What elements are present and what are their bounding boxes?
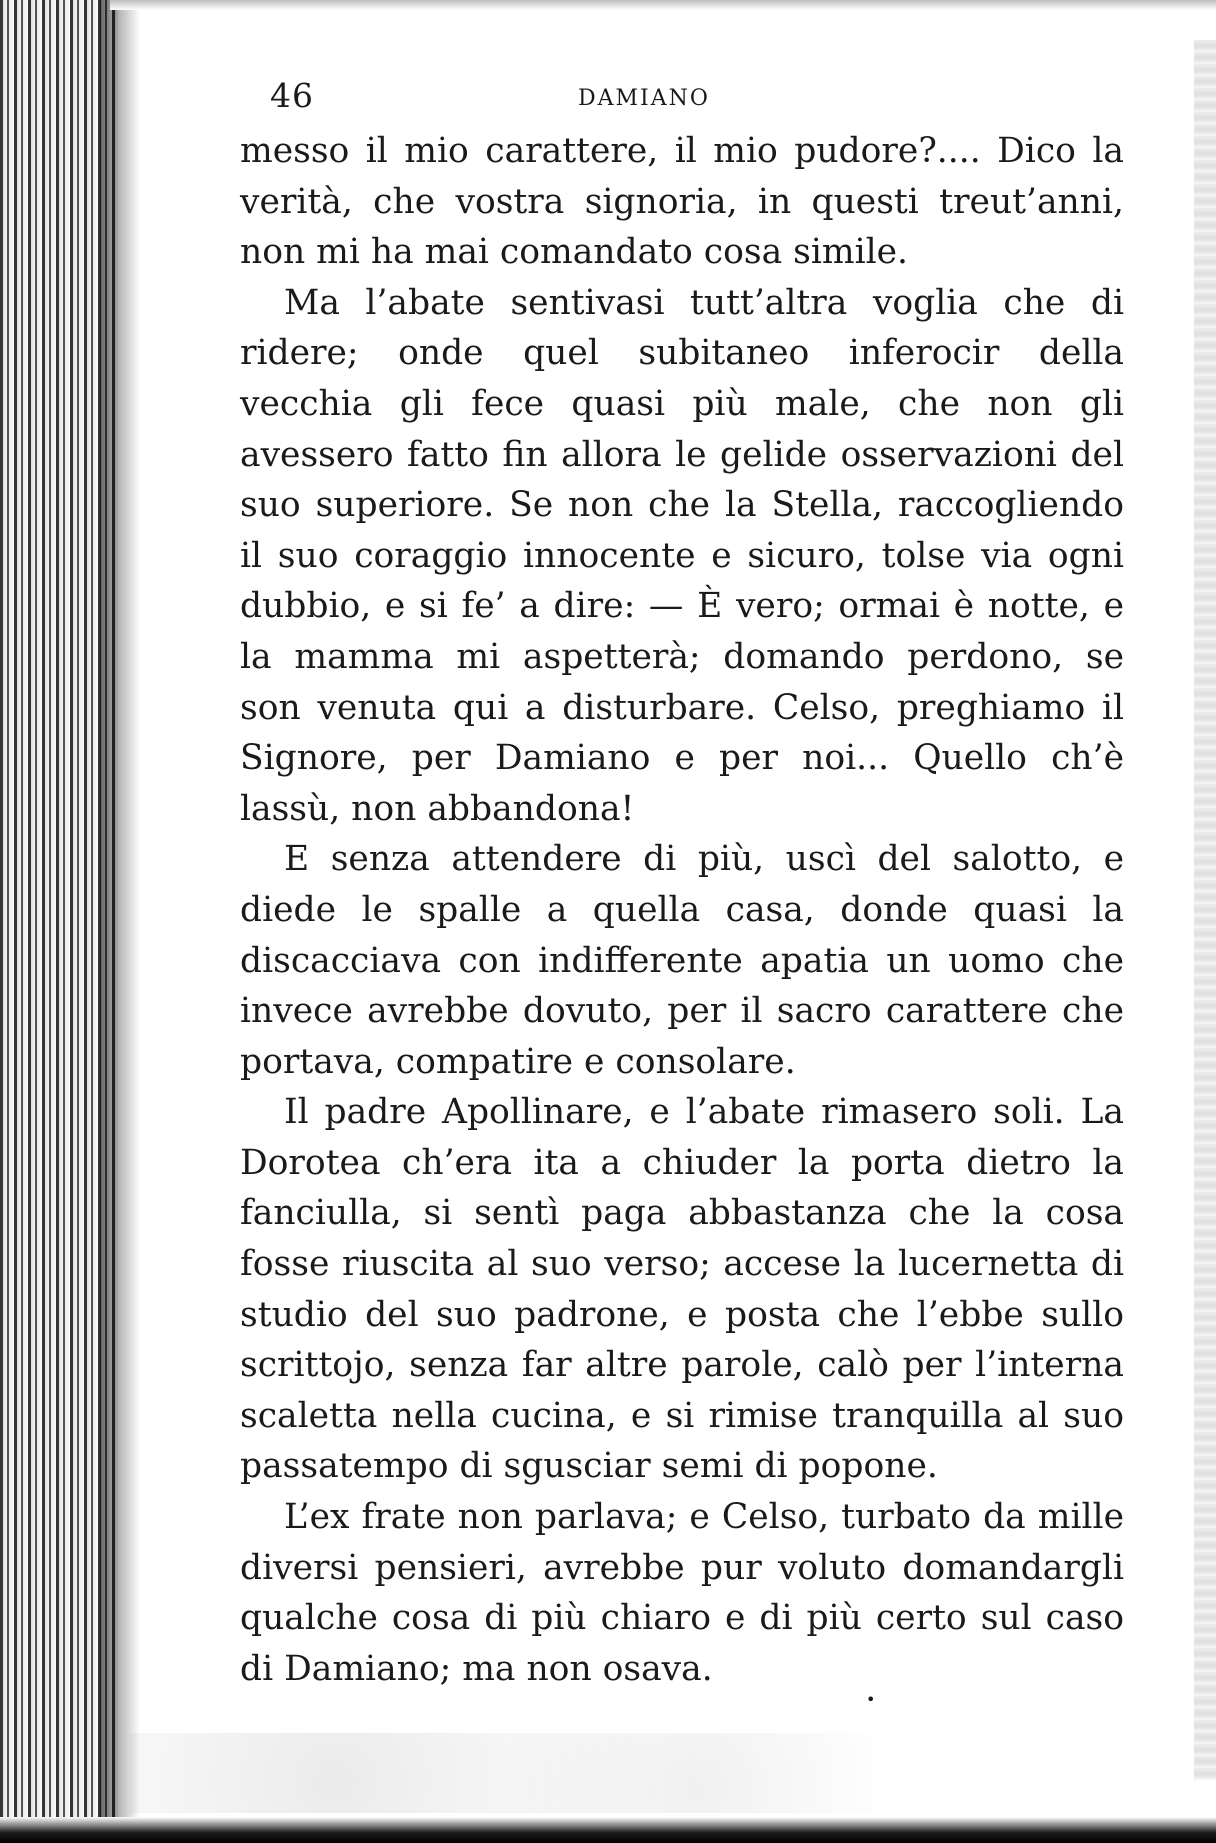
paragraph-3: E senza attendere di più, uscì del salotto, e diede le spalle a quella casa, donde quasi la discacciava con indifferente apatia un uomo che invece avrebbe dovuto, per il sacro carattere che portava, compatire e consolare. <box>240 839 1124 1082</box>
paragraph-4: Il padre Apollinare, e l’abate rimasero soli. La Dorotea ch’era ita a chiuder la porta dietro la fanciulla, si sentì paga abbastanza che la cosa fosse riuscita al suo verso; accese la lucernetta di studio del suo padrone, e posta che l’ebbe sullo scrittojo, senza far altre parole, calò per l’interna scaletta nella cucina, e si rimise tranquilla al suo passatempo di sgusciar semi di popone. <box>240 1092 1124 1487</box>
paragraph-2: Ma l’abate sentivasi tutt’altra voglia che di ridere; onde quel subitaneo inferocir della vecchia gli fece quasi più male, che non gli avessero fatto fin allora le gelide osservazioni del suo superiore. Se non che la Stella, raccogliendo il suo coraggio innocente e sicuro, tolse via ogni dubbio, e si fe’ a dire: — È vero; ormai è notte, e la mamma mi aspetterà; domando perdono, se son venuta qui a disturbare. Celso, preghiamo il Signore, per Damiano e per noi... Quello ch’è lassù, non abbandona! <box>240 282 1124 829</box>
paragraph-1: messo il mio carattere, il mio pudore?.... Dico la verità, che vostra signoria, in questi treut’anni, non mi ha mai comandato cosa simile. <box>240 131 1124 273</box>
body-text <box>240 126 1124 1694</box>
page-stains <box>130 1733 1156 1813</box>
page-top-edge <box>110 0 1216 10</box>
page-number: 46 <box>270 76 314 115</box>
binding-shadow <box>100 0 140 1843</box>
page-right-edge <box>1194 40 1216 1780</box>
end-mark: • <box>866 1690 876 1709</box>
paragraph-5: L’ex frate non parlava; e Celso, turbato da mille diversi pensieri, avrebbe pur voluto domandargli qualche cosa di più chiaro e di più certo sul caso di Damiano; ma non osava. <box>240 1497 1124 1689</box>
running-title: DAMIANO <box>578 86 710 111</box>
page-header <box>240 76 1120 126</box>
page-bottom-edge <box>0 1817 1216 1843</box>
